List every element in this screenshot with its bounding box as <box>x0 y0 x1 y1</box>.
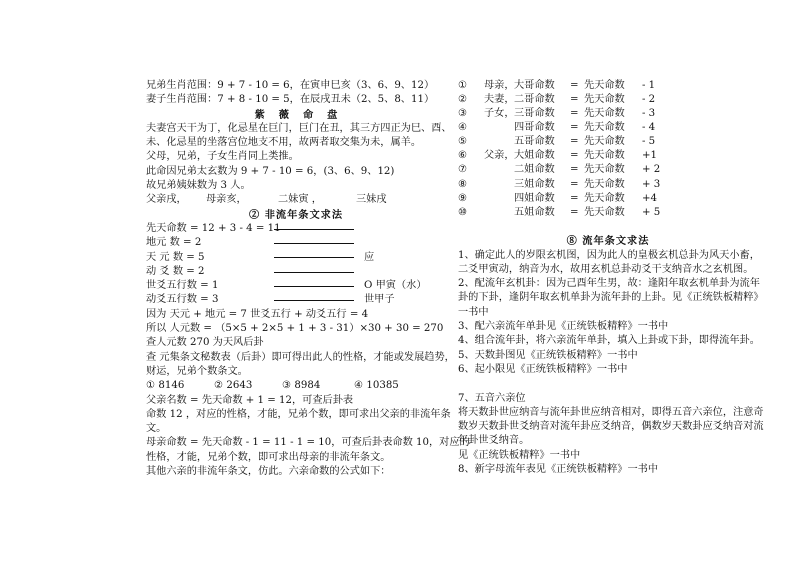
kin-e: 四哥命数 <box>514 122 555 134</box>
text-line: 命数 12 ，对应的性格，才能，兄弟个数，即可求出父亲的非流年条 <box>146 408 451 420</box>
text-line: 卦的下卦，逢阴年取玄机单卦为流年卦的上卦。见《正统铁板精粹》 <box>458 292 764 304</box>
kin-n: ⑤ <box>458 136 468 148</box>
number-item: ③ 8984 <box>282 380 321 392</box>
text-line: 故兄弟姨妹数为 3 人。 <box>146 180 251 192</box>
kin-row <box>458 107 758 121</box>
kin-b: 先天命数 <box>584 206 625 218</box>
text-line: 7、五音六亲位 <box>458 392 526 404</box>
kin-b: 先天命数 <box>584 79 625 91</box>
kin-row <box>458 206 758 220</box>
section-title: 紫薇命盘 <box>254 108 352 121</box>
kin-b: 先天命数 <box>584 108 625 120</box>
text-line: 二爻甲寅动，纳音为水，故用玄机总卦动爻干支纳音水之玄机图。 <box>458 263 754 275</box>
formula-row <box>146 279 446 293</box>
text-line: 查人元数 270 为天风后卦 <box>146 337 264 349</box>
kin-e: 五哥命数 <box>514 136 555 148</box>
kin-q: = <box>570 122 579 134</box>
text-line: 6、起小限见《正统铁板精粹》一书中 <box>458 363 628 375</box>
kin-d: - 5 <box>642 136 656 148</box>
text-line: 将天数卦世应纳音与流年卦世应纳音相对，即得五音六亲位，注意奇 <box>458 406 764 418</box>
kin-e: 大姐命数 <box>514 150 555 162</box>
text-line: 妻子生肖范围：7 + 8 - 10 = 5，在辰戌丑未（2、5、8、11） <box>146 94 435 106</box>
kin-q: = <box>570 79 579 91</box>
blank-rule <box>274 229 354 230</box>
kin-b: 先天命数 <box>584 122 625 134</box>
blank-rule <box>274 286 354 287</box>
family-item: 父亲戌， <box>146 194 187 206</box>
blank-rule <box>274 257 354 258</box>
kin-b: 先天命数 <box>584 164 625 176</box>
kin-d: + 3 <box>642 178 661 190</box>
kin-d: +1 <box>642 150 658 162</box>
blank-rule <box>274 272 354 273</box>
formula-label: 天 元 数 = 5 <box>146 251 205 263</box>
kin-n: ⑦ <box>458 164 468 176</box>
left-column <box>146 79 470 479</box>
formula-label: 先天命数 = 12 + 3 - 4 = 11 <box>146 222 281 234</box>
kin-e: 五姐命数 <box>514 206 555 218</box>
formula-note: 应 <box>364 251 375 263</box>
text-line: 此命因兄弟太玄数为 9 + 7 - 10 = 6，(3、6、9、12) <box>146 165 395 177</box>
kin-b: 先天命数 <box>584 178 625 190</box>
kin-b: 先天命数 <box>584 94 625 105</box>
formula-note: O 甲寅（水） <box>364 280 427 292</box>
kin-r: 母亲， <box>484 79 515 91</box>
kin-n: ⑨ <box>458 192 468 204</box>
kin-q: = <box>570 206 579 218</box>
formula-label: 世爻五行数 = 1 <box>146 280 219 292</box>
text-line: 财运，兄弟个数条文。 <box>146 365 248 377</box>
family-item: 母亲亥， <box>206 194 247 206</box>
kin-row <box>458 192 758 206</box>
kin-n: ⑥ <box>458 150 468 162</box>
text-line: 数岁天数卦世爻纳音对流年卦应爻纳音，偶数岁天数卦应爻纳音对流 <box>458 421 764 433</box>
blank-rule <box>274 300 354 301</box>
kin-n: ① <box>458 79 468 91</box>
number-item: ② 2643 <box>214 380 253 392</box>
formula-row <box>146 222 446 236</box>
formula-row <box>146 293 446 307</box>
text-line: 夫妻宫天干为丁，化忌星在巨门，巨门在丑，其三方四正为巳、酉、 <box>146 122 452 134</box>
text-line: 母亲命数 = 先天命数 - 1 = 11 - 1 = 10，可查后卦表命数 10，对应的 <box>146 437 470 449</box>
text-line: 8、新字母流年表见《正统铁板精粹》一书中 <box>458 463 659 475</box>
kin-n: ② <box>458 94 468 105</box>
kin-b: 先天命数 <box>584 136 625 148</box>
kin-r: 夫妻， <box>484 94 515 105</box>
kin-formula-list <box>458 79 758 220</box>
text-line: 兄弟生肖范围：9 + 7 - 10 = 6，在寅申巳亥（3、6、9、12） <box>146 80 435 91</box>
kin-d: - 3 <box>642 108 656 120</box>
kin-row <box>458 149 758 163</box>
kin-n: ④ <box>458 122 468 134</box>
text-line: 查 元集条文秘数表（后卦）即可得出此人的性格，才能或发展趋势， <box>146 351 455 363</box>
family-item: 二妹寅 ， <box>278 194 322 206</box>
text-line: 性格，才能，兄弟个数，即可求出母亲的非流年条文。 <box>146 451 391 463</box>
kin-d: - 2 <box>642 94 656 105</box>
number-item: ① 8146 <box>146 380 185 392</box>
text-line: 4、组合流年卦，将六亲流年单卦，填入上卦或下卦，即得流年卦。 <box>458 335 760 347</box>
formula-label: 动爻五行数 = 3 <box>146 294 219 306</box>
kin-n: ⑧ <box>458 178 468 190</box>
text-line: 见《正统铁板精粹》一书中 <box>458 449 581 461</box>
kin-e: 二姐命数 <box>514 164 555 176</box>
kin-r: 父亲， <box>484 150 515 162</box>
kin-d: + 5 <box>642 206 661 218</box>
text-line: 5、天数卦图见《正统铁板精粹》一书中 <box>458 349 638 361</box>
text-line: 1、确定此人的岁限玄机图，因为此人的皇极玄机总卦为风天小畜， <box>458 249 760 261</box>
kin-e: 大哥命数 <box>514 79 555 91</box>
kin-q: = <box>570 192 579 204</box>
kin-d: - 4 <box>642 122 656 134</box>
family-item: 三妹戌 <box>356 194 387 206</box>
text-line: 一书中 <box>458 306 489 318</box>
kin-e: 三姐命数 <box>514 178 555 190</box>
kin-b: 先天命数 <box>584 150 625 162</box>
kin-row <box>458 178 758 192</box>
text-line: 父母，兄弟，子女生肖同上类推。 <box>146 151 299 163</box>
kin-e: 二哥命数 <box>514 94 555 105</box>
text-line: 其他六亲的非流年条文，仿此。六亲命数的公式如下： <box>146 466 391 478</box>
formula-label: 动 爻 数 = 2 <box>146 265 205 277</box>
section-heading: ⑧ 流年条文求法 <box>566 235 650 248</box>
kin-d: - 1 <box>642 79 656 91</box>
kin-row <box>458 93 758 107</box>
text-line: 年卦世爻纳音。 <box>458 435 530 447</box>
kin-q: = <box>570 150 579 162</box>
text-line: 3、配六亲流年单卦见《正统铁板精粹》一书中 <box>458 321 669 333</box>
kin-q: = <box>570 136 579 148</box>
text-line: 因为 天元 + 地元 = 7 世爻五行 + 动爻五行 = 4 <box>146 308 369 320</box>
kin-row <box>458 135 758 149</box>
kin-row <box>458 79 758 93</box>
kin-b: 先天命数 <box>584 192 625 204</box>
kin-n: ⑩ <box>458 206 468 218</box>
right-column <box>458 79 764 477</box>
formula-row <box>146 236 446 250</box>
section-heading: ② 非流年条文求法 <box>248 208 344 221</box>
family-line <box>146 193 446 207</box>
kin-n: ③ <box>458 108 468 120</box>
blank-rule <box>274 243 354 244</box>
text-line: 父亲名数 = 先天命数 + 1 = 12，可查后卦表 <box>146 394 354 406</box>
kin-e: 四姐命数 <box>514 192 555 204</box>
numbers-line <box>146 379 446 393</box>
text-line: 文。 <box>146 423 167 435</box>
text-line: 2、配流年玄机卦：因为己酉年生男，故：逢阳年取玄机单卦为流年 <box>458 278 760 290</box>
kin-d: + 2 <box>642 164 661 176</box>
formula-label: 地元 数 = 2 <box>146 237 202 249</box>
kin-r: 子女， <box>484 108 515 120</box>
text-line: 所以 人元数 = （5×5 + 2×5 + 1 + 3 - 31）×30 + 30 = 270 <box>146 323 444 335</box>
kin-q: = <box>570 178 579 190</box>
formula-row <box>146 265 446 279</box>
kin-d: +4 <box>642 192 658 204</box>
kin-q: = <box>570 164 579 176</box>
kin-q: = <box>570 94 579 105</box>
kin-e: 三哥命数 <box>514 108 555 120</box>
kin-row <box>458 121 758 135</box>
formula-note: 世甲子 <box>364 294 395 306</box>
number-item: ④ 10385 <box>354 380 399 392</box>
text-line: 未、化忌星的坐落宫位地支不用，故两者取交集为未，属羊。 <box>146 137 422 149</box>
kin-row <box>458 164 758 178</box>
formula-row <box>146 251 446 265</box>
kin-q: = <box>570 108 579 120</box>
